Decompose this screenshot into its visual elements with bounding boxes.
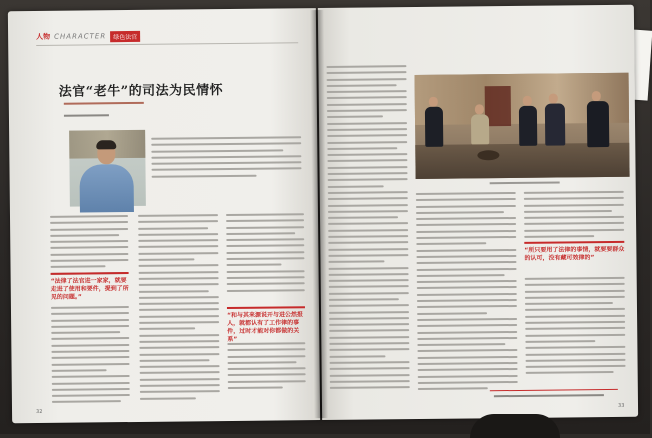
photo-caption	[490, 182, 560, 185]
intro-text	[151, 136, 301, 182]
portrait-photo	[69, 130, 146, 207]
pull-quote-left-2	[227, 306, 305, 343]
article-headline: 法官“老牛”的司法为民情怀	[58, 83, 224, 100]
left-col-3	[226, 213, 305, 296]
right-col-2	[416, 192, 518, 395]
open-magazine	[4, 0, 642, 433]
pull-quote-left-1-text: “法律了法官进一家家，就要走进了使用和要件，提到了所见的问题。”	[50, 276, 129, 301]
section-tag: 绿色法官	[110, 30, 140, 41]
right-col-3b	[525, 277, 626, 379]
pull-quote-left-2-text: “和与其来源说开与进公然报人，就都认有了工作律的事件，过时才能对你都做的关系”	[227, 310, 304, 343]
section-mark: 人物	[36, 32, 51, 41]
right-page	[318, 5, 638, 420]
right-col-3a	[524, 191, 625, 242]
section-label: CHARACTER	[54, 32, 107, 41]
right-col-1	[326, 65, 409, 393]
left-col-1	[50, 215, 129, 279]
pull-quote-right-1	[524, 241, 624, 271]
article-subhead	[64, 102, 144, 105]
footer-badge	[490, 389, 618, 402]
pull-quote-left-1	[51, 272, 129, 301]
left-col-1b	[51, 306, 130, 408]
left-page	[8, 8, 320, 423]
pull-quote-right-1-text: “所只要用了法律的事情，就要要群众的认可，没有藏可效律的”	[524, 245, 625, 262]
left-col-2	[138, 214, 220, 404]
left-col-3b	[227, 342, 306, 393]
dark-object	[470, 414, 560, 438]
right-page-number: 33	[617, 402, 625, 409]
section-header	[36, 28, 140, 45]
meeting-photo	[415, 73, 630, 179]
left-page-number: 32	[36, 408, 43, 416]
article-byline	[64, 114, 109, 116]
